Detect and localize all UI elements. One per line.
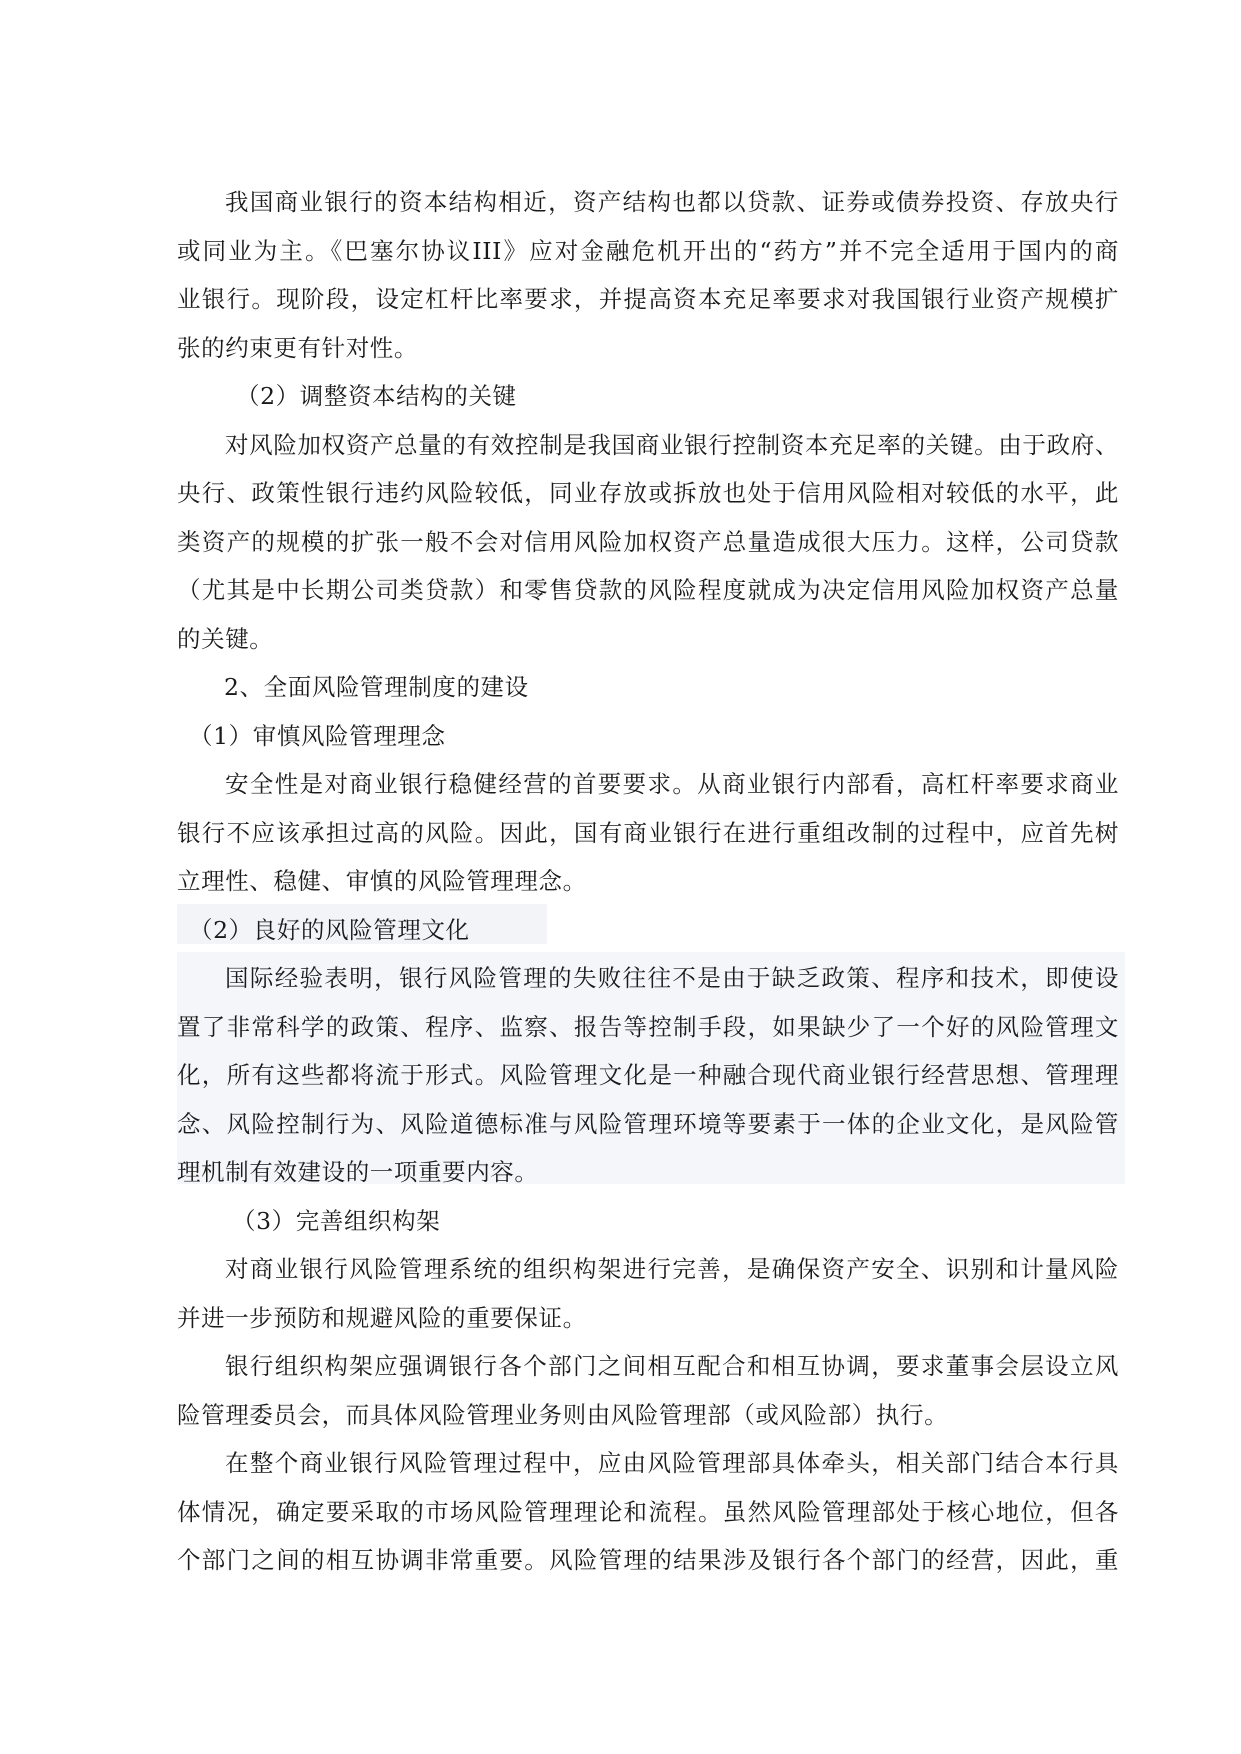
text-line: （1）审慎风险管理理念 bbox=[189, 721, 446, 750]
text-line: 体情况，确定要采取的市场风险管理理论和流程。虽然风险管理部处于核心地位，但各 bbox=[177, 1497, 1119, 1526]
text-line: 或同业为主。《巴塞尔协议III》应对金融危机开出的“药方”并不完全适用于国内的商 bbox=[177, 236, 1119, 265]
text-line: 张的约束更有针对性。 bbox=[177, 333, 418, 362]
text-line: 化，所有这些都将流于形式。风险管理文化是一种融合现代商业银行经营思想、管理理 bbox=[177, 1061, 1119, 1089]
text-line: 立理性、稳健、审慎的风险管理理念。 bbox=[177, 867, 587, 895]
text-line: 银行组织构架应强调银行各个部门之间相互配合和相互协调，要求董事会层设立风 bbox=[225, 1352, 1119, 1380]
text-line: （3）完善组织构架 bbox=[232, 1206, 441, 1235]
text-line: 我国商业银行的资本结构相近，资产结构也都以贷款、证券或债券投资、存放央行 bbox=[225, 188, 1119, 216]
text-line: （2）调整资本结构的关键 bbox=[236, 382, 517, 410]
text-line: 业银行。现阶段，设定杠杆比率要求，并提高资本充足率要求对我国银行业资产规模扩 bbox=[177, 285, 1119, 313]
text-line: 类资产的规模的扩张一般不会对信用风险加权资产总量造成很大压力。这样，公司贷款 bbox=[177, 527, 1119, 556]
text-line: 的关键。 bbox=[177, 624, 274, 653]
text-line: 险管理委员会，而具体风险管理业务则由风险管理部（或风险部）执行。 bbox=[177, 1400, 949, 1429]
text-line: 置了非常科学的政策、程序、监察、报告等控制手段，如果缺少了一个好的风险管理文 bbox=[177, 1012, 1119, 1041]
text-line: 对风险加权资产总量的有效控制是我国商业银行控制资本充足率的关键。由于政府、 bbox=[225, 430, 1119, 459]
text-line: 对商业银行风险管理系统的组织构架进行完善，是确保资产安全、识别和计量风险 bbox=[225, 1255, 1119, 1283]
text-line: 理机制有效建设的一项重要内容。 bbox=[177, 1158, 539, 1186]
text-line: 安全性是对商业银行稳健经营的首要要求。从商业银行内部看，高杠杆率要求商业 bbox=[225, 770, 1119, 798]
text-line: （尤其是中长期公司类贷款）和零售贷款的风险程度就成为决定信用风险加权资产总量 bbox=[177, 576, 1119, 604]
text-line: （2）良好的风险管理文化 bbox=[189, 915, 470, 944]
text-line: 央行、政策性银行违约风险较低，同业存放或拆放也处于信用风险相对较低的水平，此 bbox=[177, 479, 1119, 507]
text-line: 2、全面风险管理制度的建设 bbox=[224, 673, 529, 701]
text-line: 在整个商业银行风险管理过程中，应由风险管理部具体牵头，相关部门结合本行具 bbox=[225, 1449, 1119, 1477]
text-line: 银行不应该承担过高的风险。因此，国有商业银行在进行重组改制的过程中，应首先树 bbox=[177, 818, 1119, 847]
text-line: 念、风险控制行为、风险道德标准与风险管理环境等要素于一体的企业文化，是风险管 bbox=[177, 1109, 1119, 1138]
text-line: 个部门之间的相互协调非常重要。风险管理的结果涉及银行各个部门的经营，因此，重 bbox=[177, 1546, 1119, 1574]
document-body bbox=[177, 178, 1119, 1585]
text-line: 国际经验表明，银行风险管理的失败往往不是由于缺乏政策、程序和技术，即使设 bbox=[225, 964, 1119, 992]
text-line: 并进一步预防和规避风险的重要保证。 bbox=[177, 1303, 587, 1332]
